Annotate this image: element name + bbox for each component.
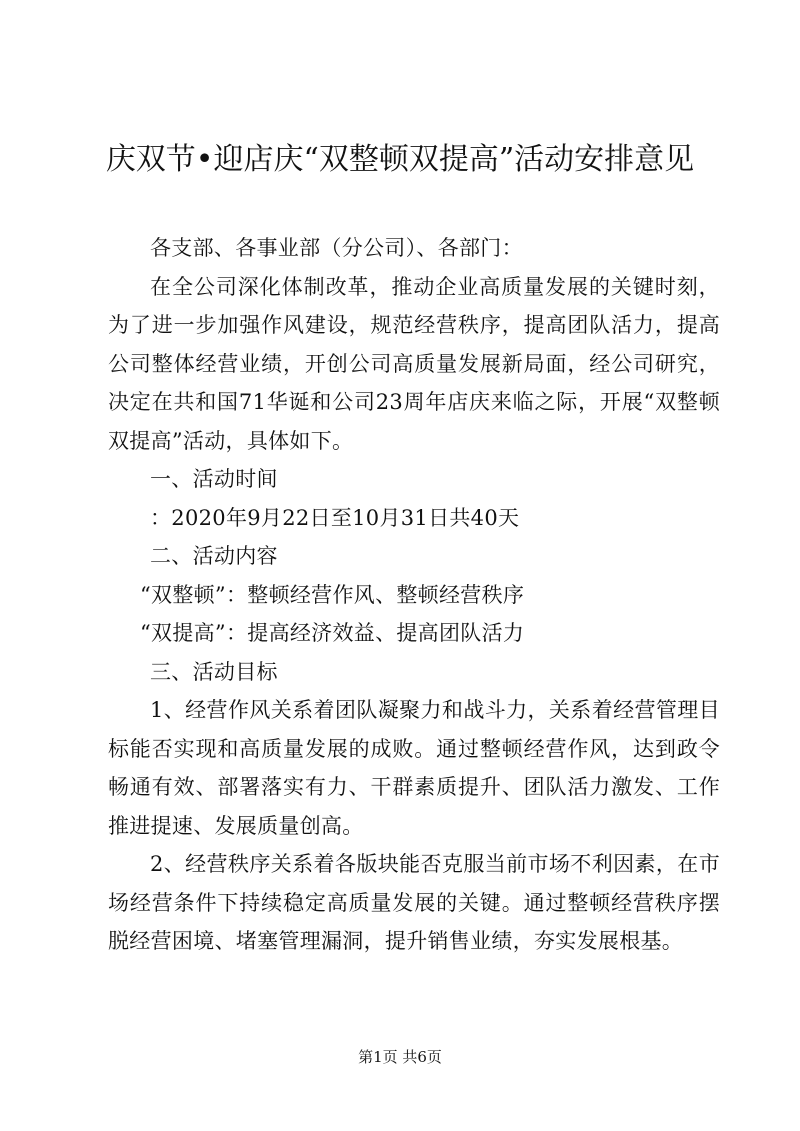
- content-line-double-rectify: “双整顿”：整顿经营作风、整顿经营秩序: [140, 582, 525, 607]
- section-heading-content: 二、活动内容: [150, 544, 278, 568]
- activity-time-line: ：2020年9月22日至10月31日共40天: [150, 505, 520, 530]
- section-heading-goals: 三、活动目标: [150, 659, 278, 684]
- intro-paragraph: 在全公司深化体制改革，推动企业高质量发展的关键时刻，为了进一步加强作风建设，规范经营秩序，提高团队活力，提高公司整体经营业绩，开创公司高质量发展新局面，经公司研究，决定在共和国71华诞和公司23周年店庆来临之际，开展“双整顿双提高”活动，具体如下。: [108, 274, 720, 453]
- document-body: [108, 229, 720, 961]
- goal-paragraph-1: 1、经营作风关系着团队凝聚力和战斗力，关系着经营管理目标能否实现和高质量发展的成败。通过整顿经营作风，达到政令畅通有效、部署落实有力、干群素质提升、团队活力激发、工作推进提速、发展质量创高。: [108, 698, 720, 838]
- section-heading-time: 一、活动时间: [150, 467, 278, 491]
- document-title: 庆双节•迎店庆“双整顿双提高”活动安排意见: [105, 142, 695, 177]
- goal-paragraph-2: 2、经营秩序关系着各版块能否克服当前市场不利因素，在市场经营条件下持续稳定高质量发展的关键。通过整顿经营秩序摆脱经营困境、堵塞管理漏洞，提升销售业绩，夯实发展根基。: [108, 852, 720, 953]
- content-line-double-improve: “双提高”：提高经济效益、提高团队活力: [140, 621, 525, 645]
- salutation: 各支部、各事业部（分公司）、各部门：: [150, 236, 523, 260]
- page-footer: 第1页 共6页: [358, 1048, 442, 1066]
